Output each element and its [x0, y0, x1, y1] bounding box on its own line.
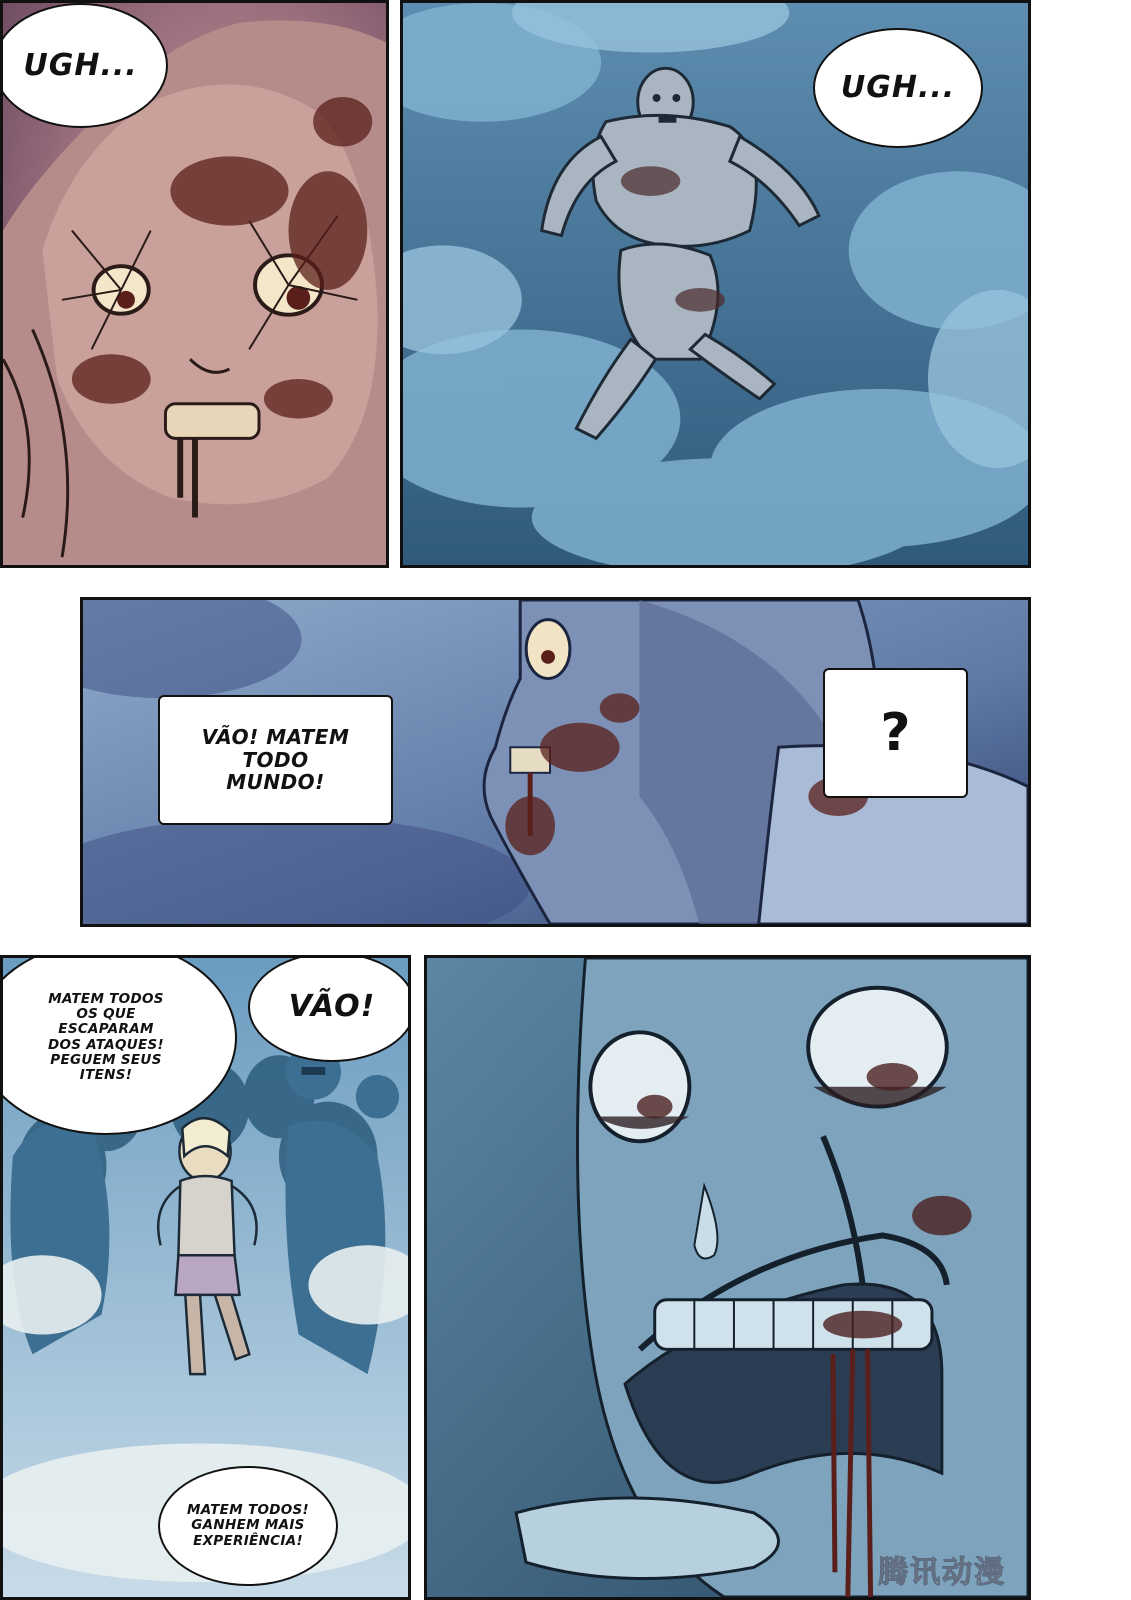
panel-1 [0, 0, 389, 568]
speech-bubble-question: ? [823, 668, 968, 798]
panel-5 [424, 955, 1031, 1600]
speech-bubble-ganhem-experiencia: MATEM TODOS! GANHEM MAIS EXPERIÊNCIA! [158, 1466, 338, 1586]
panel-3 [80, 597, 1031, 927]
speech-bubble-matem-todo-mundo: VÃO! MATEM TODO MUNDO! [158, 695, 393, 825]
panel-5-art [427, 958, 1028, 1597]
panel-2 [400, 0, 1031, 568]
speech-bubble-vao: VÃO! [248, 955, 411, 1062]
speech-bubble-matem-todos-que-escaparam: MATEM TODOS OS QUE ESCAPARAM DOS ATAQUES! PEGUEM SEUS ITENS! [0, 955, 237, 1135]
speech-bubble-ugh-2: UGH... [813, 28, 983, 148]
speech-bubble-ugh-1: UGH... [0, 3, 168, 128]
tencent-comics-watermark: 腾讯动漫 [878, 1555, 1006, 1590]
panel-4 [0, 955, 411, 1600]
